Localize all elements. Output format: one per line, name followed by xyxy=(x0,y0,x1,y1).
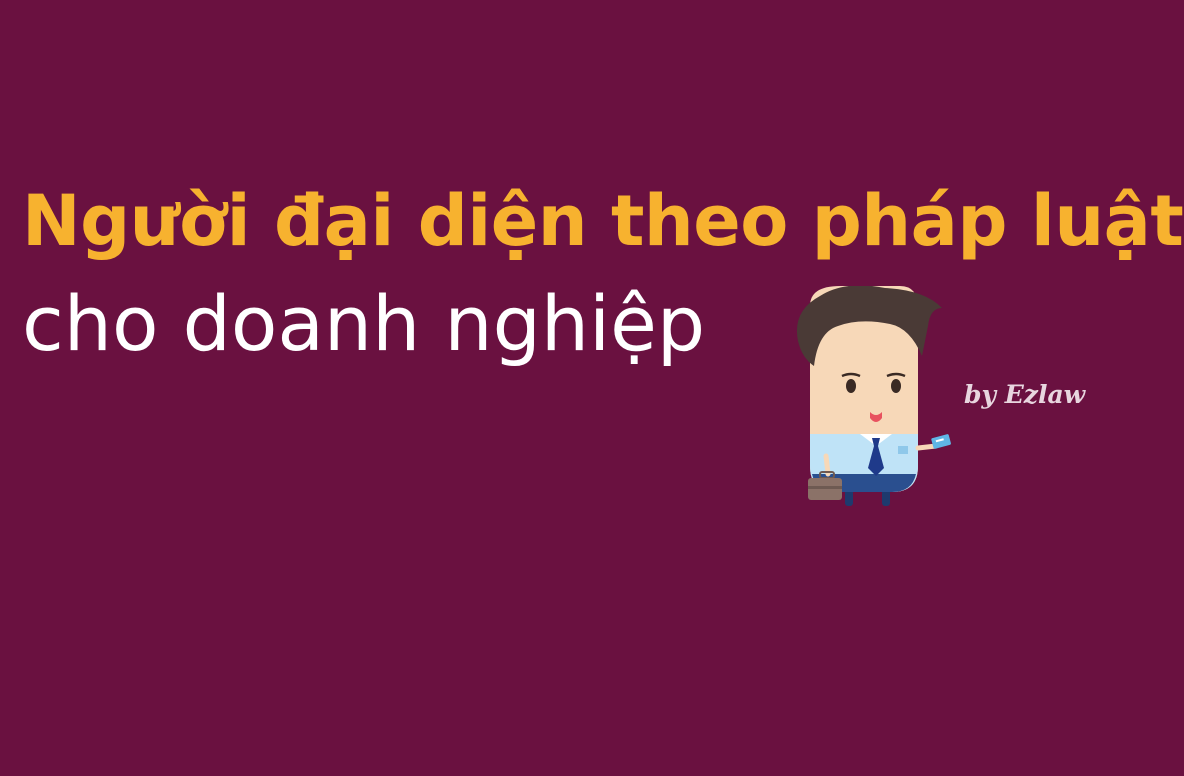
byline: by Ezlaw xyxy=(964,380,1086,409)
business-card-icon xyxy=(931,434,951,449)
title-line-secondary: cho doanh nghiệp xyxy=(22,279,706,368)
businessman-mascot-illustration xyxy=(790,286,960,516)
title-line-primary: Người đại diện theo pháp luật xyxy=(22,180,1184,262)
